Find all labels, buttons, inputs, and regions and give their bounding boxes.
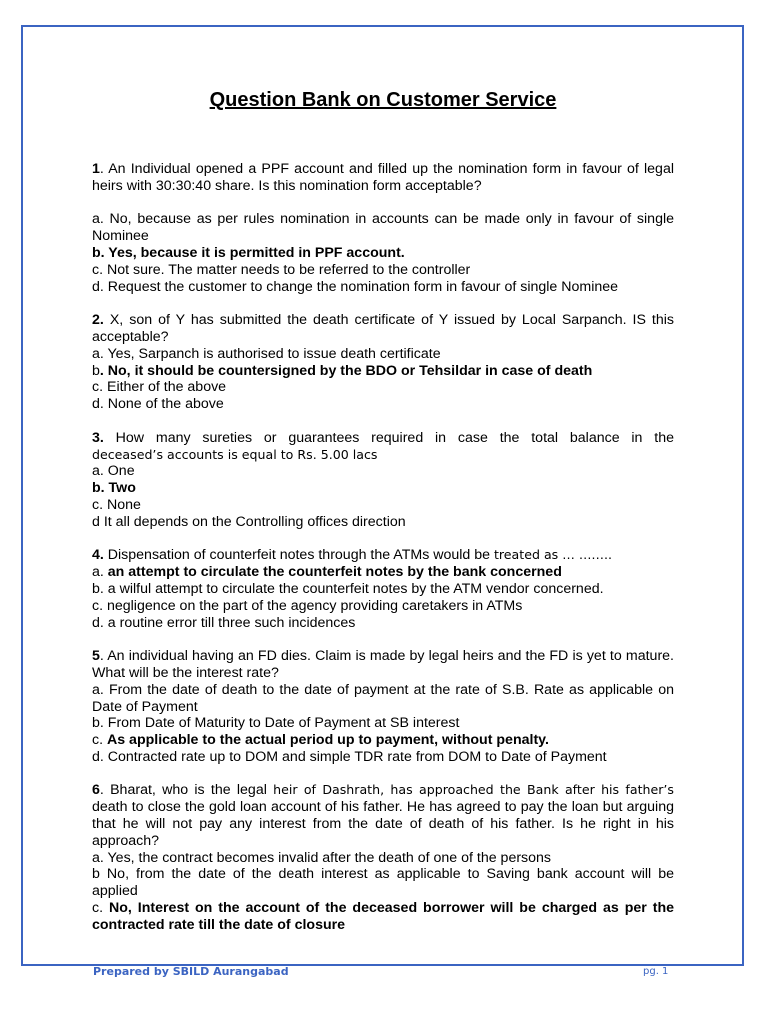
document-body xyxy=(92,88,674,950)
option-d: d. a routine error till three such incidences xyxy=(92,614,356,631)
page-number: pg. 1 xyxy=(643,966,669,977)
question-3-text: 3. How many sureties or guarantees required in case the total balance in the xyxy=(92,429,674,446)
question-4-text: 4. Dispensation of counterfeit notes through the ATMs would be treated as … …….. xyxy=(92,547,613,564)
option-c-correct: c. As applicable to the actual period up to payment, without penalty. xyxy=(92,732,549,749)
question-6 xyxy=(92,782,674,933)
question-5 xyxy=(92,648,674,766)
option-b: b. a wilful attempt to circulate the counterfeit notes by the ATM vendor concerned. xyxy=(92,580,604,597)
question-1-text: 1. An Individual opened a PPF account and filled up the nomination form in favour of legal heirs with 30:30:40 share. Is this nomination form acceptable? xyxy=(92,161,674,194)
question-2 xyxy=(92,312,674,413)
option-b: b. From Date of Maturity to Date of Payment at SB interest xyxy=(92,715,460,732)
option-b-correct: b. Yes, because it is permitted in PPF account. xyxy=(92,244,405,261)
question-4 xyxy=(92,547,674,631)
page-title: Question Bank on Customer Service xyxy=(209,89,557,111)
question-5-text: 5. An individual having an FD dies. Claim is made by legal heirs and the FD is yet to mature. What will be the interest rate? xyxy=(92,648,674,681)
option-a: a. Yes, Sarpanch is authorised to issue death certificate xyxy=(92,345,441,362)
footer-prepared-by: Prepared by SBILD Aurangabad xyxy=(93,965,289,978)
option-c: c. Either of the above xyxy=(92,379,227,396)
option-b: b No, from the date of the death interest as applicable to Saving bank account will be applied xyxy=(92,866,674,900)
option-d: d. Contracted rate up to DOM and simple TDR rate from DOM to Date of Payment xyxy=(92,748,607,765)
question-6-text: 6. Bharat, who is the legal heir of Dashrath, has approached the Bank after his father’s death to close the gold loan account of his father. He has agreed to pay the loan but arguing that he will not pay any interest from the date of death of his father. Is he right in his approach? xyxy=(92,782,674,849)
option-a: a. One xyxy=(92,463,135,480)
question-1 xyxy=(92,161,674,295)
option-d: d. None of the above xyxy=(92,396,224,413)
option-c: c. Not sure. The matter needs to be referred to the controller xyxy=(92,261,471,278)
option-a: a. Yes, the contract becomes invalid after the death of one of the persons xyxy=(92,849,552,866)
option-d: d. Request the customer to change the nomination form in favour of single Nominee xyxy=(92,278,619,295)
option-d: d It all depends on the Controlling offices direction xyxy=(92,513,406,530)
option-b-correct: b. No, it should be countersigned by the BDO or Tehsildar in case of death xyxy=(92,362,593,379)
option-a-correct: a. an attempt to circulate the counterfeit notes by the bank concerned xyxy=(92,564,562,581)
question-3 xyxy=(92,430,674,531)
option-a: a. No, because as per rules nomination in accounts can be made only in favour of single Nominee xyxy=(92,211,674,245)
option-c-correct: c. No, Interest on the account of the deceased borrower will be charged as per the contracted rate till the date of closure xyxy=(92,900,674,933)
option-a: a. From the date of death to the date of payment at the rate of S.B. Rate as applicable on Date of Payment xyxy=(92,681,674,715)
question-2-text: 2. X, son of Y has submitted the death certificate of Y issued by Local Sarpanch. IS this acceptable? xyxy=(92,312,674,345)
option-c: c. None xyxy=(92,496,141,513)
option-c: c. negligence on the part of the agency providing caretakers in ATMs xyxy=(92,597,523,614)
option-b-correct: b. Two xyxy=(92,480,136,497)
question-3-text-continued: deceased’s accounts is equal to Rs. 5.00 lacs xyxy=(92,446,378,462)
